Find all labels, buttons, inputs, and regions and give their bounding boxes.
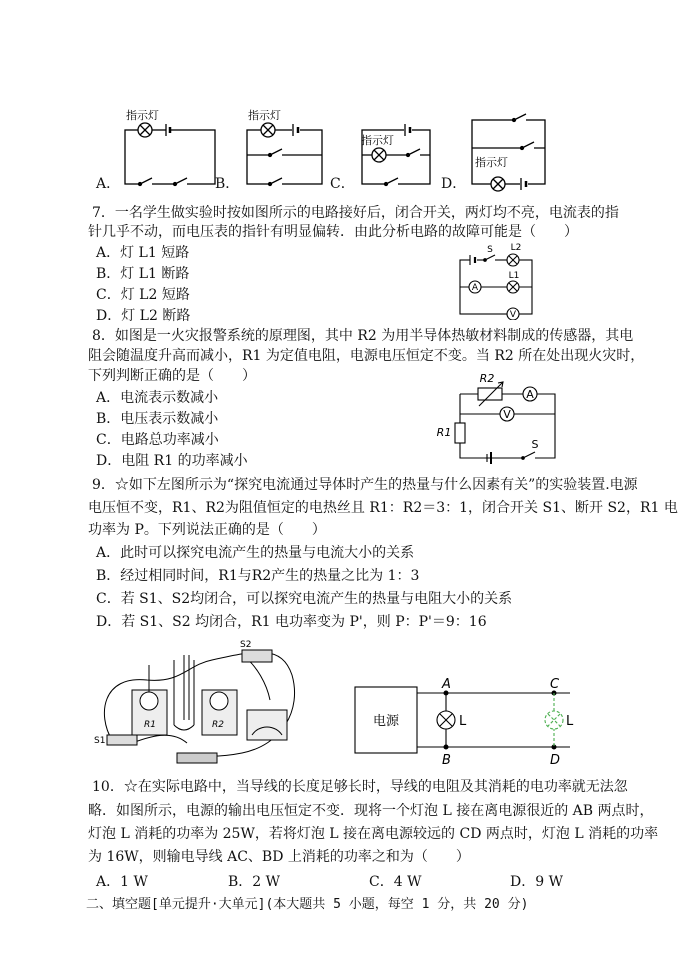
q6-option-c: C． xyxy=(330,176,355,192)
q10-stem-line3: 灯泡 L 消耗的功率为 25W，若将灯泡 L 接在离电源较远的 CD 两点时，灯泡 L 消耗的功率 xyxy=(88,826,659,842)
q6-option-d: D． xyxy=(441,176,467,192)
q8-stem-line1: 8．如图是一火灾报警系统的原理图，其中 R2 为用半导体热敏材料制成的传感器，其电 xyxy=(92,328,634,344)
q6-a-lamp-label: 指示灯 xyxy=(126,109,159,122)
q7-ammeter-label: A xyxy=(471,283,479,293)
section2-title: 二、填空题[单元提升·大单元](本大题共 5 小题，每空 1 分，共 20 分) xyxy=(86,897,529,912)
q10-option-b: B．2 W xyxy=(228,874,281,890)
q6-c-lamp-label: 指示灯 xyxy=(361,134,394,147)
q9-apparatus-figure xyxy=(92,635,322,770)
q7-switch-label: S xyxy=(487,245,493,255)
q7-circuit-diagram xyxy=(455,240,545,320)
q10-option-a: A．1 W xyxy=(96,874,148,890)
q6-circuit-diagrams xyxy=(90,100,560,195)
q8-option-d: D．电阻 R1 的功率减小 xyxy=(96,453,248,469)
q7-voltmeter-label: V xyxy=(509,310,517,320)
q9-s1-label: S1 xyxy=(94,736,106,746)
q9-option-a: A．此时可以探究电流产生的热量与电流大小的关系 xyxy=(96,545,415,561)
q9-option-c: C．若 S1、S2均闭合，可以探究电流产生的热量与电阻大小的关系 xyxy=(96,591,513,607)
q10-point-b: B xyxy=(442,753,451,768)
q8-r2-label: R2 xyxy=(479,372,495,385)
q9-r1-label: R1 xyxy=(144,720,156,730)
q6-option-b: B． xyxy=(215,176,240,192)
q8-option-a: A．电流表示数减小 xyxy=(96,390,219,406)
q9-r2-label: R2 xyxy=(212,720,224,730)
q10-power-label: 电源 xyxy=(372,714,400,729)
q7-option-b: B．灯 L1 断路 xyxy=(96,266,190,282)
q7-option-c: C．灯 L2 短路 xyxy=(96,287,190,303)
q10-option-c: C．4 W xyxy=(369,874,422,890)
q8-ammeter-label: A xyxy=(526,388,534,401)
q9-stem-line2: 电压恒不变，R1、R2为阻值恒定的电热丝且 R1：R2＝3：1，闭合开关 S1、断开 S2，R1 电 xyxy=(88,500,678,516)
q8-stem-line3: 下列判断正确的是（ ） xyxy=(88,368,256,384)
q10-point-a: A xyxy=(442,677,451,692)
q8-voltmeter-label: V xyxy=(503,408,511,421)
q10-point-c: C xyxy=(550,677,560,692)
q8-option-c: C．电路总功率减小 xyxy=(96,432,219,448)
q6-b-lamp-label: 指示灯 xyxy=(248,109,281,122)
q10-point-d: D xyxy=(550,753,561,768)
q10-option-d: D．9 W xyxy=(510,874,563,890)
q10-stem-line2: 略．如图所示，电源的输出电压恒定不变．现将一个灯泡 L 接在离电源很近的 AB 两点时， xyxy=(88,803,654,819)
q7-stem-line1: 7．一名学生做实验时按如图所示的电路接好后，闭合开关，两灯均不亮，电流表的指 xyxy=(92,205,619,221)
q9-option-d: D．若 S1、S2 均闭合，R1 电功率变为 P'，则 P：P'＝9：16 xyxy=(96,614,487,630)
q8-option-b: B．电压表示数减小 xyxy=(96,411,219,427)
q7-stem-line2: 针几乎不动，而电压表的指针有明显偏转．由此分析电路的故障可能是（ ） xyxy=(88,224,578,240)
q8-circuit-diagram xyxy=(435,368,565,468)
q9-stem-line1: 9．☆如下左图所示为“探究电流通过导体时产生的热量与什么因素有关”的实验装置.电源 xyxy=(92,477,638,493)
q8-switch-label: S xyxy=(531,438,539,451)
q8-r1-label: R1 xyxy=(436,426,452,439)
q10-stem-line4: 为 16W，则输电导线 AC、BD 上消耗的功率之和为（ ） xyxy=(88,849,470,865)
q10-lamp-cd-label: L xyxy=(566,714,574,729)
q6-d-lamp-label: 指示灯 xyxy=(475,156,508,169)
q9-s2-label: S2 xyxy=(240,640,252,650)
q10-transmission-figure xyxy=(350,675,575,770)
q9-option-b: B．经过相同时间，R1与R2产生的热量之比为 1：3 xyxy=(96,568,420,584)
q8-stem-line2: 阻会随温度升高而减小，R1 为定值电阻，电源电压恒定不变。当 R2 所在处出现火灾时， xyxy=(88,348,645,364)
q7-l2-label: L2 xyxy=(510,243,522,253)
q7-option-a: A．灯 L1 短路 xyxy=(96,245,190,261)
q10-lamp-ab-label: L xyxy=(459,714,467,729)
q9-stem-line3: 功率为 P。下列说法正确的是（ ） xyxy=(88,522,326,538)
q6-option-a: A． xyxy=(96,176,121,192)
q7-l1-label: L1 xyxy=(508,271,520,281)
q10-stem-line1: 10．☆在实际电路中，当导线的长度足够长时，导线的电阻及其消耗的电功率就无法忽 xyxy=(92,779,628,795)
q7-option-d: D．灯 L2 断路 xyxy=(96,308,191,324)
